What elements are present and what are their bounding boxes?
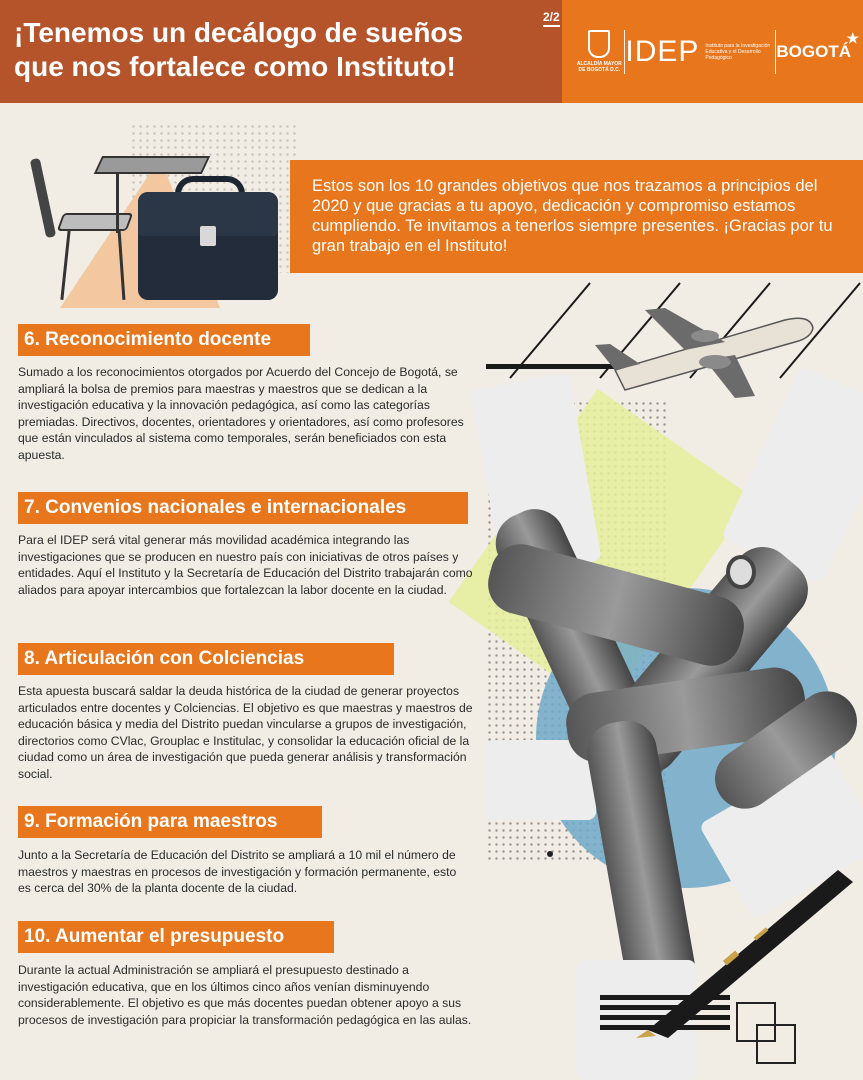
chair-seat [57,213,134,231]
section-heading-10: 10. Aumentar el presupuesto [18,921,334,953]
alcaldia-logo-text: ALCALDÍA MAYOR DE BOGOTÁ D.C. [576,61,622,73]
idep-logo-subtitle: Instituto para la Investigación Educativa y el Desarrollo Pedagógico [705,42,771,61]
title-line-2: que nos fortalece como Instituto! [14,51,456,82]
bogota-logo [776,29,859,62]
airplane-icon [585,300,815,400]
idep-logo-text: IDEP [625,34,700,68]
watch-icon [726,555,756,589]
chair-icon [30,158,56,238]
page-indicator: 2/2 [543,10,560,27]
alcaldia-logo [574,30,624,73]
page-title [14,16,544,84]
overlapping-squares-icon [736,1002,798,1066]
intro-text: Estos son los 10 grandes objetivos que nos trazamos a principios del 2020 y que gracias a tu apoyo, dedicación y compromiso estamos cumpliendo. Te invitamos a tenerlos siempre presentes. ¡Gracias por tu gran trabajo en el Instituto! [312,177,833,255]
idep-logo [625,35,775,69]
section-body-8: Esta apuesta buscará saldar la deuda histórica de la ciudad de generar proyectos articulados entre docentes y Colciencias. El objetivo es que maestras y maestros de educación básica y media del Distrito puedan vincularse a grupos de investigación, directorios como CVlac, Grouplac e Institulac, y consolidar la educación oficial de la ciudad como un área de investigación que pueda generar análisis y transformación social. [18,684,473,781]
section-heading-9: 9. Formación para maestros [18,806,322,838]
dot-decoration [547,851,553,857]
section-body-9: Junto a la Secretaría de Educación del Distrito se ampliará a 10 mil el número de maestros y maestras en procesos de investigación y formación permanente, esto es cerca del 30% de la planta docente de la ciudad. [18,848,457,895]
section-heading-6: 6. Reconocimiento docente [18,324,310,356]
shield-icon [588,30,610,58]
header-title-block [0,0,562,103]
desk-briefcase-illustration [20,118,310,318]
bogota-logo-text: BOGOTÁ [776,41,851,61]
section-body-7: Para el IDEP será vital generar más movilidad académica integrando las investigaciones que se producen en nuestro país con iniciativas de otros países y entidades. Aquí el Instituto y la Secretaría de Educación del Distrito trabajarán como aliados para apoyar intercambios que fortalezcan la labor docente en la ciudad. [18,533,473,597]
section-body-6: Sumado a los reconocimientos otorgados por Acuerdo del Concejo de Bogotá, se ampliará la bolsa de premios para maestras y maestros que se dedican a la investigación educativa y la innovación pedagógica, así como las categorías premiadas. Directivos, docentes, orientadores y orientadores, así como profesores que están vinculados al sistema como temporales, serán beneficiados con esta apuesta. [18,365,464,462]
section-body-10: Durante la actual Administración se ampliará el presupuesto destinado a investigación educativa, que en los últimos cinco años venían disminuyendo considerablemente. El objetivo es que más docentes puedan obtener apoyo a sus procesos de investigación para propiciar la transformación pedagógica en las aulas. [18,963,472,1027]
title-line-1: ¡Tenemos un decálogo de sueños [14,17,464,48]
logo-divider [624,30,625,74]
logo-bar [562,0,863,103]
lock-icon [200,226,216,246]
star-icon: ★ [846,29,859,46]
intro-banner [290,160,863,273]
desk-leg [116,173,119,233]
section-heading-7: 7. Convenios nacionales e internacionales [18,492,468,524]
square-shape [756,1024,796,1064]
section-heading-8: 8. Articulación con Colciencias [18,643,394,675]
header-banner [0,0,863,103]
desk-icon [94,156,210,174]
